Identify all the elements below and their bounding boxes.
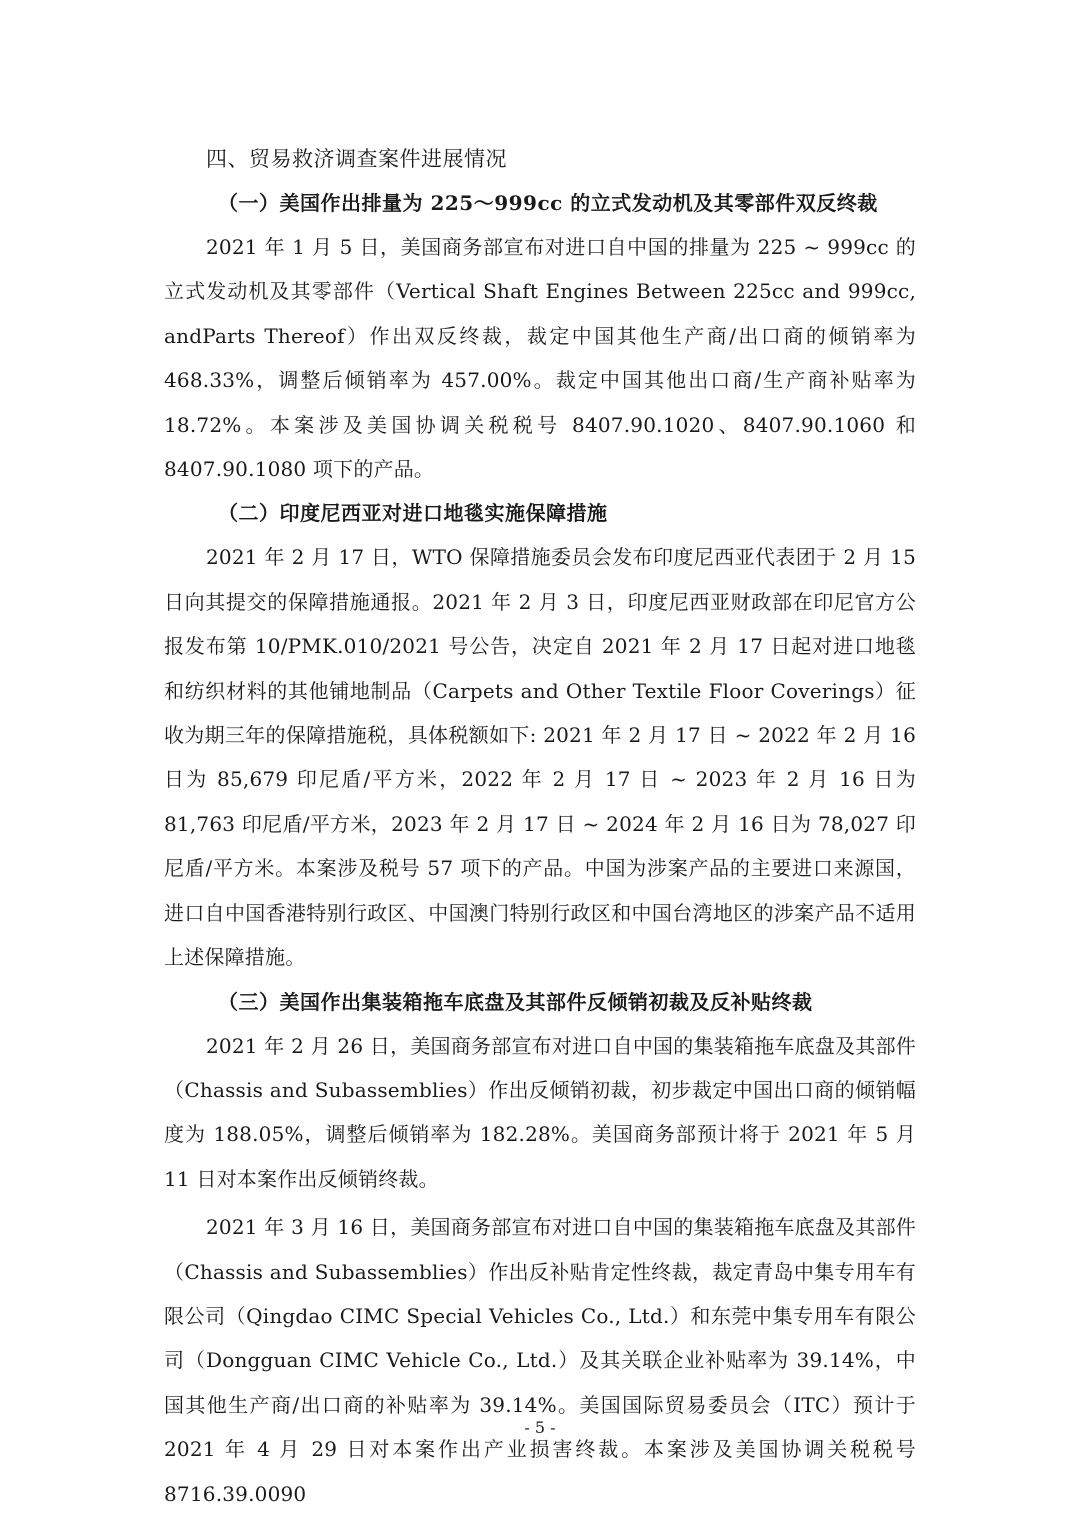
page-number: - 5 - — [524, 1418, 556, 1437]
page-content — [164, 137, 916, 1516]
paragraph-3-2: 2021 年 3 月 16 日，美国商务部宣布对进口自中国的集装箱拖车底盘及其部件（Chassis and Subassemblies）作出反补贴肯定性终裁，裁定青岛中集专用车有限公司（Qingdao CIMC Special Vehicles Co., Ltd.）和东莞中集专用车有限公司（Dongguan CIMC Vehicle Co., Ltd.）及其关联企业补贴率为 39.14%，中国其他生产商/出口商的补贴率为 39.14%。美国国际贸易委员会（ITC）预计于 2021 年 4 月 29 日对本案作出产业损害终裁。本案涉及美国协调关税税号 8716.39.0090 — [164, 1215, 916, 1506]
paragraph-2-1: 2021 年 2 月 17 日，WTO 保障措施委员会发布印度尼西亚代表团于 2 月 15 日向其提交的保障措施通报。2021 年 2 月 3 日，印度尼西亚财政部在印尼官方公报发布第 10/PMK.010/2021 号公告，决定自 2021 年 2 月 17 日起对进口地毯和纺织材料的其他铺地制品（Carpets and Other Textile Floor Coverings）征收为期三年的保障措施税，具体税额如下: 2021 年 2 月 17 日 ~ 2022 年 2 月 16 日为 85,679 印尼盾/平方米，2022 年 2 月 17 日 ~ 2023 年 2 月 16 日为 81,763 印尼盾/平方米，2023 年 2 月 17 日 ~ 2024 年 2 月 16 日为 78,027 印尼盾/平方米。本案涉及税号 57 项下的产品。中国为涉案产品的主要进口来源国，进口自中国香港特别行政区、中国澳门特别行政区和中国台湾地区的涉案产品不适用上述保障措施。 — [164, 545, 917, 970]
paragraph-1-1: 2021 年 1 月 5 日，美国商务部宣布对进口自中国的排量为 225 ~ 999cc 的立式发动机及其零部件（Vertical Shaft Engines Between 225cc and 999cc, andParts Thereof）作出双反终裁，裁定中国其他生产商/出口商的倾销率为 468.33%，调整后倾销率为 457.00%。裁定中国其他出口商/生产商补贴率为 18.72%。本案涉及美国协调关税税号 8407.90.1020、8407.90.1060 和 8407.90.1080 项下的产品。 — [164, 235, 916, 482]
section-title: 四、贸易救济调查案件进展情况 — [206, 147, 507, 171]
subsection-title-2: （二）印度尼西亚对进口地毯实施保障措施 — [218, 501, 608, 526]
subsection-title-3: （三）美国作出集装箱拖车底盘及其部件反倾销初裁及反补贴终裁 — [218, 989, 813, 1014]
subsection-title-1: （一）美国作出排量为 225～999cc 的立式发动机及其零部件双反终裁 — [218, 191, 878, 215]
paragraph-3-1: 2021 年 2 月 26 日，美国商务部宣布对进口自中国的集装箱拖车底盘及其部件（Chassis and Subassemblies）作出反倾销初裁，初步裁定中国出口商的倾销幅度为 188.05%，调整后倾销率为 182.28%。美国商务部预计将于 2021 年 5 月 11 日对本案作出反倾销终裁。 — [164, 1033, 916, 1191]
